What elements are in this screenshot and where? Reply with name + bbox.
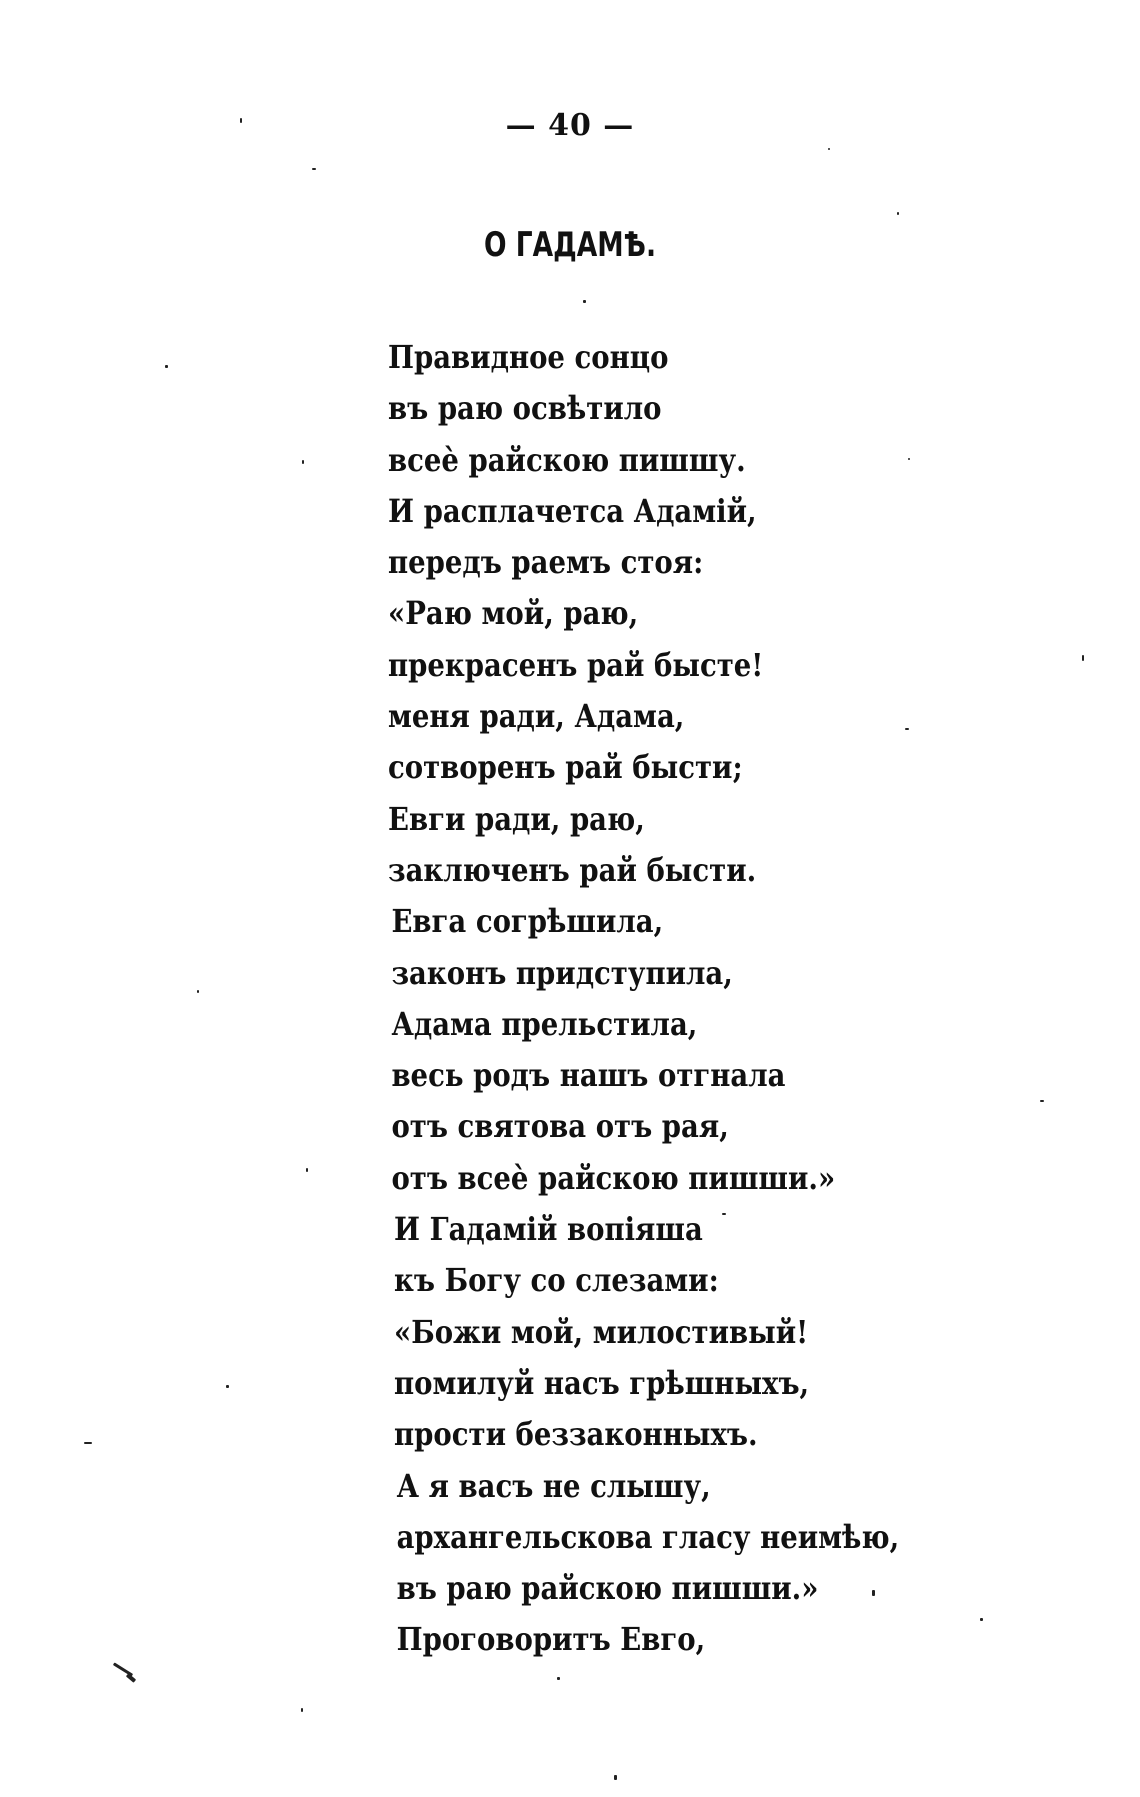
poem-line: передъ раемъ стоя: [388,543,704,582]
poem-text [388,332,1108,1666]
poem-line: отъ всеѐ райскою пишши.» [391,1158,836,1197]
poem-line: А я васъ не слышу, [396,1466,711,1505]
poem-line: всеѐ райскою пишшу. [388,440,746,479]
scan-speck [301,1708,303,1712]
poem-line: И Гадамій вопіяша [394,1210,703,1249]
scan-speck [1040,1100,1044,1102]
scan-speck [302,460,304,464]
page-number: — 40 — [505,108,635,143]
scan-speck [614,1775,617,1780]
poem-line: И расплачетса Адамій, [388,491,757,530]
poem-line: «Божи мой, милостивый! [394,1312,809,1351]
scan-speck [980,1618,983,1621]
scan-speck [1082,655,1084,661]
scan-speck [828,148,830,150]
scan-speck [240,118,242,123]
poem-line: меня ради, Адама, [388,697,685,736]
scan-speck [557,1677,560,1680]
poem-line: законъ придступила, [391,953,733,992]
poem-line: весь родъ нашъ отгнала [391,1056,786,1095]
poem-line: отъ святова отъ рая, [391,1107,729,1146]
scan-speck [722,1213,726,1215]
poem-line: «Раю мой, раю, [388,594,639,633]
page-title: О ГАДАМѢ. [483,225,657,265]
poem-line: Проговоритъ Евго, [396,1620,706,1659]
scan-speck [306,1168,308,1172]
scan-speck [197,990,199,993]
scan-speck [872,1590,875,1596]
poem-line: Евга согрѣшила, [391,902,664,941]
poem-line: Евги ради, раю, [388,799,645,838]
scan-speck [583,300,586,303]
scan-speck [126,1673,136,1682]
poem-line: прекрасенъ рай бысте! [388,645,764,684]
scan-speck [84,1442,92,1444]
scan-speck [226,1385,229,1388]
scan-speck [897,212,899,215]
scan-speck [905,728,909,730]
poem-line: Адама прельстила, [391,1004,698,1043]
poem-line: заключенъ рай бысти. [388,850,757,889]
scan-speck [908,458,910,460]
scan-speck [312,168,316,170]
poem-line: въ раю райскою пишши.» [396,1569,819,1608]
poem-line: Правидное сонцо [388,338,669,376]
poem-line: архангельскова гласу неимѣю, [396,1517,900,1556]
poem-line: сотворенъ рай бысти; [388,748,743,787]
poem-line: помилуй насъ грѣшныхъ, [394,1363,810,1402]
poem-line: въ раю освѣтило [388,389,662,428]
poem-line: прости беззаконныхъ. [394,1415,758,1454]
scan-speck [165,365,168,368]
poem-line: къ Богу со слезами: [394,1261,719,1300]
